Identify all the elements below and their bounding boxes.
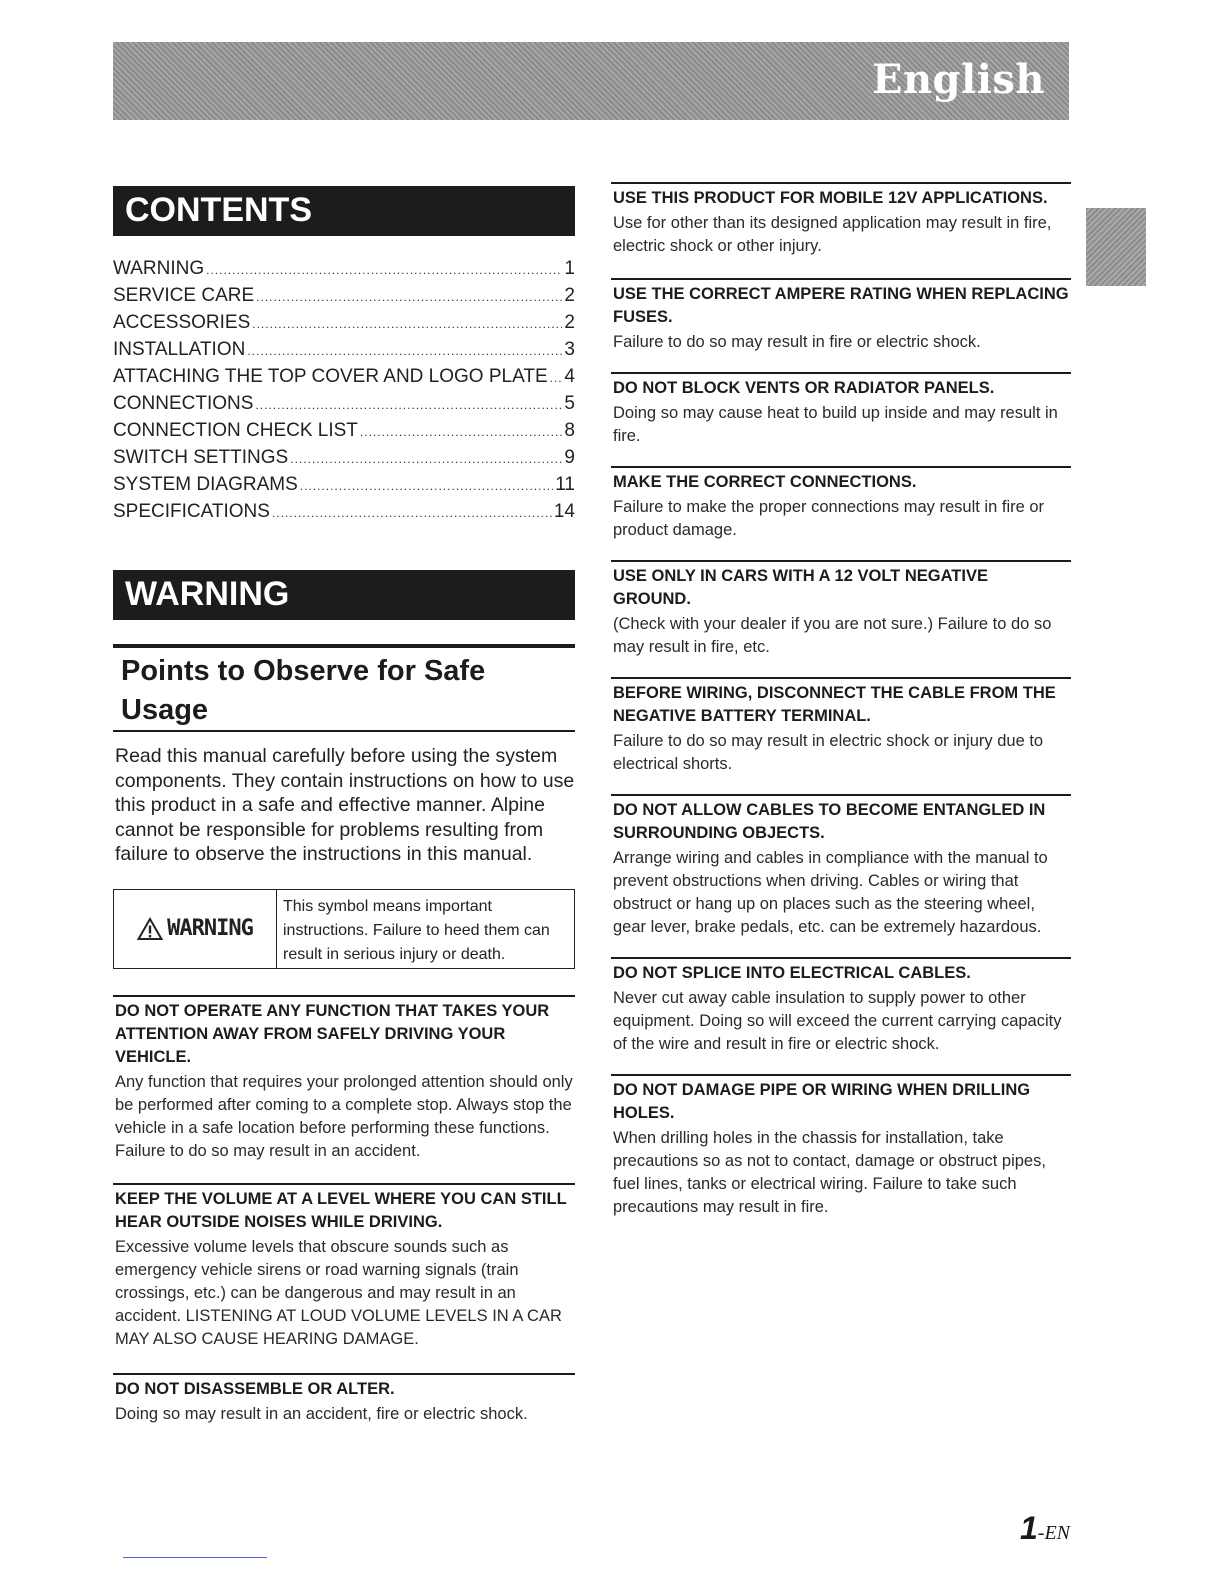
points-title: Points to Observe for Safe Usage [113, 644, 575, 730]
warning-item [611, 466, 1071, 542]
warning-item-body: When drilling holes in the chassis for installation, take precautions so as not to contact, damage or obstruct pipes, fuel lines, tanks or electrical wiring. Failure to take such precautions may result in fire. [613, 1129, 1046, 1216]
warning-item-body: Failure to do so may result in fire or electric shock. [613, 333, 981, 351]
warning-item-heading: DO NOT DISASSEMBLE OR ALTER. [115, 1379, 395, 1398]
contents-heading: CONTENTS [113, 186, 575, 236]
warning-item-body: Failure to make the proper connections may result in fire or product damage. [613, 498, 1045, 539]
warning-item-heading: MAKE THE CORRECT CONNECTIONS. [613, 473, 917, 491]
warning-heading: WARNING [113, 570, 575, 620]
left-column [113, 186, 575, 1426]
warning-item [611, 677, 1071, 776]
warning-item-body: Any function that requires your prolonged attention should only be performed after coming to a complete stop. Always stop the vehicle in a safe location before performing these functions. Failure to do so may result in an accident. [115, 1072, 573, 1160]
warning-item-body: Use for other than its designed application may result in fire, electric shock or other injury. [613, 214, 1052, 255]
warning-triangle-icon [137, 917, 163, 941]
toc-item[interactable]: CONNECTIONS ..... 5 [113, 393, 575, 420]
warning-item [611, 957, 1071, 1056]
footer-rule [123, 1557, 267, 1558]
language-label: English [871, 56, 1045, 103]
warning-symbol-label-cell [114, 890, 277, 968]
toc-item[interactable]: ACCESSORIES ..... 2 [113, 312, 575, 339]
warning-item-body: Doing so may result in an accident, fire or electric shock. [115, 1404, 528, 1423]
warning-item-heading: KEEP THE VOLUME AT A LEVEL WHERE YOU CAN STILL HEAR OUTSIDE NOISES WHILE DRIVING. [115, 1189, 567, 1231]
section-side-tab [1086, 208, 1146, 286]
toc-item[interactable]: SYSTEM DIAGRAMS ..... 11 [113, 474, 575, 501]
warning-item-heading: DO NOT BLOCK VENTS OR RADIATOR PANELS. [613, 379, 995, 397]
toc-item[interactable]: SERVICE CARE ..... 2 [113, 285, 575, 312]
toc-item[interactable]: INSTALLATION ..... 3 [113, 339, 575, 366]
warning-item [611, 182, 1071, 258]
warning-item-body: Excessive volume levels that obscure sounds such as emergency vehicle sirens or road warning signals (train crossings, etc.) can be dangerous and may result in an accident. LISTENING AT LOUD VOLUME LEVELS IN A CAR MAY ALSO CAUSE HEARING DAMAGE. [115, 1237, 562, 1348]
warning-item [611, 794, 1071, 939]
intro-paragraph: Read this manual carefully before using the system components. They contain instructions on how to use this product in a safe and effective manner. Alpine cannot be responsible for problems resulting from failure to observe the instructions in this manual. [115, 745, 575, 865]
warning-item-body: (Check with your dealer if you are not sure.) Failure to do so may result in fire, etc. [613, 615, 1052, 656]
warning-item-heading: BEFORE WIRING, DISCONNECT THE CABLE FROM THE NEGATIVE BATTERY TERMINAL. [613, 684, 1056, 725]
page-number: 1-EN [1020, 1510, 1071, 1546]
warning-item [113, 995, 575, 1163]
divider [113, 730, 575, 732]
warning-item [113, 1183, 575, 1351]
warning-item-heading: DO NOT DAMAGE PIPE OR WIRING WHEN DRILLING HOLES. [613, 1081, 1031, 1122]
warning-item [611, 1074, 1071, 1219]
warning-item-heading: DO NOT OPERATE ANY FUNCTION THAT TAKES YOUR ATTENTION AWAY FROM SAFELY DRIVING YOUR VEHICLE. [115, 1001, 550, 1066]
warning-item-body: Never cut away cable insulation to supply power to other equipment. Doing so will exceed the current carrying capacity of the wire and result in fire or electric shock. [613, 989, 1062, 1053]
warning-item-body: Failure to do so may result in electric shock or injury due to electrical shorts. [613, 732, 1044, 773]
warning-item-body: Doing so may cause heat to build up inside and may result in fire. [613, 404, 1058, 445]
warning-item [611, 278, 1071, 354]
warning-symbol-text: This symbol means important instructions. Failure to heed them can result in serious injury or death. [283, 897, 550, 963]
toc-item[interactable]: WARNING ..... 1 [113, 258, 575, 285]
toc-item[interactable]: CONNECTION CHECK LIST ..... 8 [113, 420, 575, 447]
toc-item[interactable]: SPECIFICATIONS ..... 14 [113, 501, 575, 528]
warning-symbol-label: WARNING [167, 916, 253, 941]
warning-item-heading: USE ONLY IN CARS WITH A 12 VOLT NEGATIVE GROUND. [613, 567, 988, 608]
warning-symbol-box [113, 889, 575, 969]
warning-item [611, 560, 1071, 659]
warning-item-heading: DO NOT SPLICE INTO ELECTRICAL CABLES. [613, 964, 971, 982]
warning-item-heading: DO NOT ALLOW CABLES TO BECOME ENTANGLED IN SURROUNDING OBJECTS. [613, 801, 1046, 842]
right-column [611, 182, 1071, 1219]
table-of-contents [113, 258, 575, 528]
warning-item-heading: USE THE CORRECT AMPERE RATING WHEN REPLACING FUSES. [613, 285, 1069, 326]
toc-item[interactable]: SWITCH SETTINGS ..... 9 [113, 447, 575, 474]
warning-item-heading: USE THIS PRODUCT FOR MOBILE 12V APPLICATIONS. [613, 189, 1048, 207]
warning-item [113, 1373, 575, 1426]
warning-item-body: Arrange wiring and cables in compliance with the manual to prevent obstructions when driving. Cables or wiring that obstruct or hang up on places such as the steering wheel, gear lever, brake pedals, etc. can be extremely hazardous. [613, 849, 1048, 936]
warning-item [611, 372, 1071, 448]
header-band [113, 42, 1069, 120]
toc-item[interactable]: ATTACHING THE TOP COVER AND LOGO PLATE ..... 4 [113, 366, 575, 393]
